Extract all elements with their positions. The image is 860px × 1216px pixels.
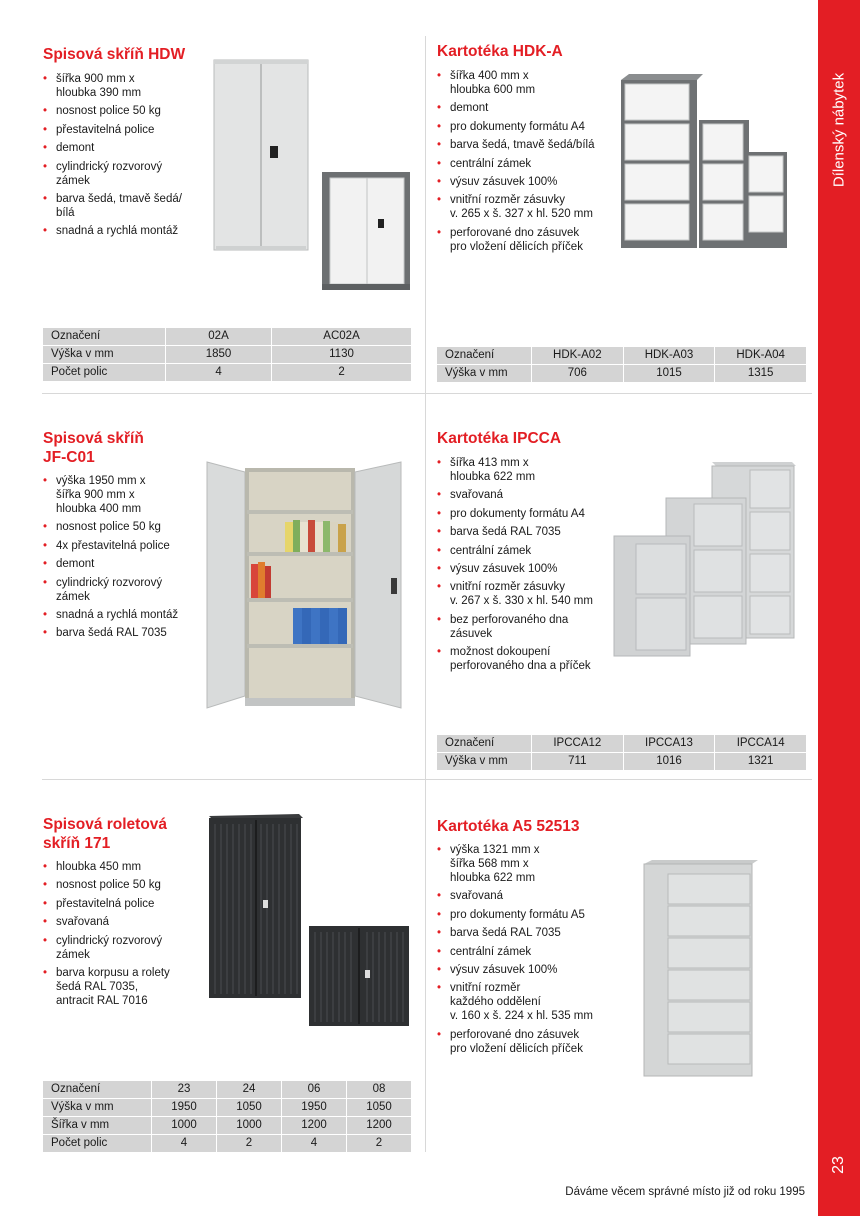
spec-item: • nosnost police 50 kg <box>43 878 203 892</box>
spec-item: • pro dokumenty formátu A4 <box>437 120 612 134</box>
spec-item: • perforované dno zásuvek pro vložení dělicích příček <box>437 1028 612 1056</box>
spec-item: • svařovaná <box>437 889 612 903</box>
table-cell: 1850 <box>166 346 271 363</box>
product-title: Kartotéka IPCCA <box>437 430 562 447</box>
spec-item: • výška 1950 mm x šířka 900 mm x hloubka 400 mm <box>43 474 203 516</box>
table-cell: Výška v mm <box>43 346 165 363</box>
table-cell: Označení <box>43 328 165 345</box>
table-cell: Šířka v mm <box>43 1117 151 1134</box>
table-cell: 1000 <box>152 1117 216 1134</box>
table-cell: Výška v mm <box>437 365 531 382</box>
section-label: Dílenský nábytek <box>830 72 848 188</box>
table-cell: 1016 <box>624 753 715 770</box>
spec-item: • snadná a rychlá montáž <box>43 608 203 622</box>
product-title: Spisová skříň HDW <box>43 46 186 63</box>
spec-list <box>43 860 203 1012</box>
spec-item: • výsuv zásuvek 100% <box>437 175 612 189</box>
table-cell: 08 <box>347 1081 411 1098</box>
spec-item: • nosnost police 50 kg <box>43 104 203 118</box>
spec-item: • šířka 900 mm x hloubka 390 mm <box>43 72 203 100</box>
spec-item: • svařovaná <box>43 915 203 929</box>
spec-list <box>43 474 203 645</box>
spec-item: • přestavitelná police <box>43 123 203 137</box>
spec-item: • barva šedá RAL 7035 <box>437 525 612 539</box>
cabinet-jf-c01-image <box>205 460 415 712</box>
spec-item: • vnitřní rozměr každého oddělení v. 160 x š. 224 x hl. 535 mm <box>437 981 612 1023</box>
spec-item: • demont <box>437 101 612 115</box>
table-row <box>437 735 806 752</box>
table-cell: 1950 <box>152 1099 216 1116</box>
spec-item: • barva šedá, tmavě šedá/ bílá <box>43 192 203 220</box>
cabinet-hdk-a-image <box>617 72 807 252</box>
product-title: Kartotéka A5 52513 <box>437 818 580 835</box>
table-row <box>43 1117 411 1134</box>
table-cell: Označení <box>437 735 531 752</box>
table-cell: Počet polic <box>43 1135 151 1152</box>
spec-list <box>437 69 612 258</box>
product-title: Spisová roletová skříň 171 <box>43 816 168 852</box>
table-row <box>43 364 411 381</box>
spec-item: • svařovaná <box>437 488 612 502</box>
spec-item: • snadná a rychlá montáž <box>43 224 203 238</box>
product-title: Kartotéka HDK-A <box>437 43 563 60</box>
spec-item: • 4x přestavitelná police <box>43 539 203 553</box>
spec-item: • demont <box>43 557 203 571</box>
spec-item: • centrální zámek <box>437 945 612 959</box>
table-cell: Označení <box>437 347 531 364</box>
table-cell: 2 <box>217 1135 281 1152</box>
spec-table <box>436 346 807 383</box>
cabinet-hdw-image <box>210 58 420 294</box>
table-cell: 1315 <box>715 365 806 382</box>
table-cell: 1200 <box>347 1117 411 1134</box>
spec-item: • pro dokumenty formátu A4 <box>437 507 612 521</box>
spec-item: • barva šedá, tmavě šedá/bílá <box>437 138 612 152</box>
spec-item: • barva šedá RAL 7035 <box>437 926 612 940</box>
spec-list <box>437 843 612 1060</box>
spec-item: • perforované dno zásuvek pro vložení dělicích příček <box>437 226 612 254</box>
table-cell: 4 <box>166 364 271 381</box>
spec-item: • centrální zámek <box>437 544 612 558</box>
table-cell: 1130 <box>272 346 411 363</box>
spec-item: • barva korpusu a rolety šedá RAL 7035, antracit RAL 7016 <box>43 966 203 1008</box>
row-divider <box>42 393 812 394</box>
spec-item: • výška 1321 mm x šířka 568 mm x hloubka 622 mm <box>437 843 612 885</box>
spec-item: • cylindrický rozvorový zámek <box>43 934 203 962</box>
table-cell: 02A <box>166 328 271 345</box>
table-cell: Označení <box>43 1081 151 1098</box>
table-row <box>437 347 806 364</box>
table-cell: HDK-A03 <box>624 347 715 364</box>
spec-item: • barva šedá RAL 7035 <box>43 626 203 640</box>
spec-table <box>42 1080 412 1153</box>
spec-list <box>437 456 612 678</box>
table-cell: IPCCA13 <box>624 735 715 752</box>
table-cell: IPCCA12 <box>532 735 623 752</box>
column-divider <box>425 36 426 1152</box>
table-cell: 2 <box>272 364 411 381</box>
spec-item: • výsuv zásuvek 100% <box>437 963 612 977</box>
table-cell: 1950 <box>282 1099 346 1116</box>
cabinet-a5-image <box>640 858 760 1080</box>
table-cell: 1200 <box>282 1117 346 1134</box>
table-cell: 706 <box>532 365 623 382</box>
table-cell: 1050 <box>217 1099 281 1116</box>
table-row <box>43 328 411 345</box>
product-title: Spisová skříň JF-C01 <box>43 430 144 466</box>
spec-item: • šířka 413 mm x hloubka 622 mm <box>437 456 612 484</box>
table-row <box>437 753 806 770</box>
table-cell: 1050 <box>347 1099 411 1116</box>
table-cell: HDK-A04 <box>715 347 806 364</box>
footer-slogan: Dáváme věcem správné místo již od roku 1995 <box>565 1186 805 1198</box>
spec-item: • cylindrický rozvorový zámek <box>43 576 203 604</box>
table-cell: AC02A <box>272 328 411 345</box>
table-row <box>43 1099 411 1116</box>
table-cell: Výška v mm <box>437 753 531 770</box>
spec-item: • centrální zámek <box>437 157 612 171</box>
spec-item: • cylindrický rozvorový zámek <box>43 160 203 188</box>
row-divider <box>42 779 812 780</box>
table-cell: 23 <box>152 1081 216 1098</box>
spec-item: • hloubka 450 mm <box>43 860 203 874</box>
table-cell: 1015 <box>624 365 715 382</box>
cabinet-ipcca-image <box>612 460 807 660</box>
spec-item: • šířka 400 mm x hloubka 600 mm <box>437 69 612 97</box>
table-cell: 2 <box>347 1135 411 1152</box>
table-cell: 4 <box>152 1135 216 1152</box>
cabinet-171-image <box>205 812 415 1030</box>
table-cell: IPCCA14 <box>715 735 806 752</box>
table-cell: Výška v mm <box>43 1099 151 1116</box>
table-cell: 711 <box>532 753 623 770</box>
spec-item: • možnost dokoupení perforovaného dna a příček <box>437 645 612 673</box>
spec-item: • bez perforovaného dna zásuvek <box>437 613 612 641</box>
spec-item: • výsuv zásuvek 100% <box>437 562 612 576</box>
table-row <box>43 1081 411 1098</box>
table-row <box>437 365 806 382</box>
section-sidebar <box>818 0 860 1216</box>
table-cell: 4 <box>282 1135 346 1152</box>
table-cell: 06 <box>282 1081 346 1098</box>
spec-item: • pro dokumenty formátu A5 <box>437 908 612 922</box>
spec-table <box>42 327 412 382</box>
page-number: 23 <box>830 1156 847 1174</box>
table-cell: 24 <box>217 1081 281 1098</box>
table-cell: 1321 <box>715 753 806 770</box>
table-cell: HDK-A02 <box>532 347 623 364</box>
spec-item: • demont <box>43 141 203 155</box>
spec-item: • vnitřní rozměr zásuvky v. 265 x š. 327 x hl. 520 mm <box>437 193 612 221</box>
spec-item: • nosnost police 50 kg <box>43 520 203 534</box>
table-row <box>43 1135 411 1152</box>
spec-item: • vnitřní rozměr zásuvky v. 267 x š. 330 x hl. 540 mm <box>437 580 612 608</box>
spec-list <box>43 72 203 243</box>
table-row <box>43 346 411 363</box>
table-cell: 1000 <box>217 1117 281 1134</box>
spec-item: • přestavitelná police <box>43 897 203 911</box>
table-cell: Počet polic <box>43 364 165 381</box>
spec-table <box>436 734 807 771</box>
